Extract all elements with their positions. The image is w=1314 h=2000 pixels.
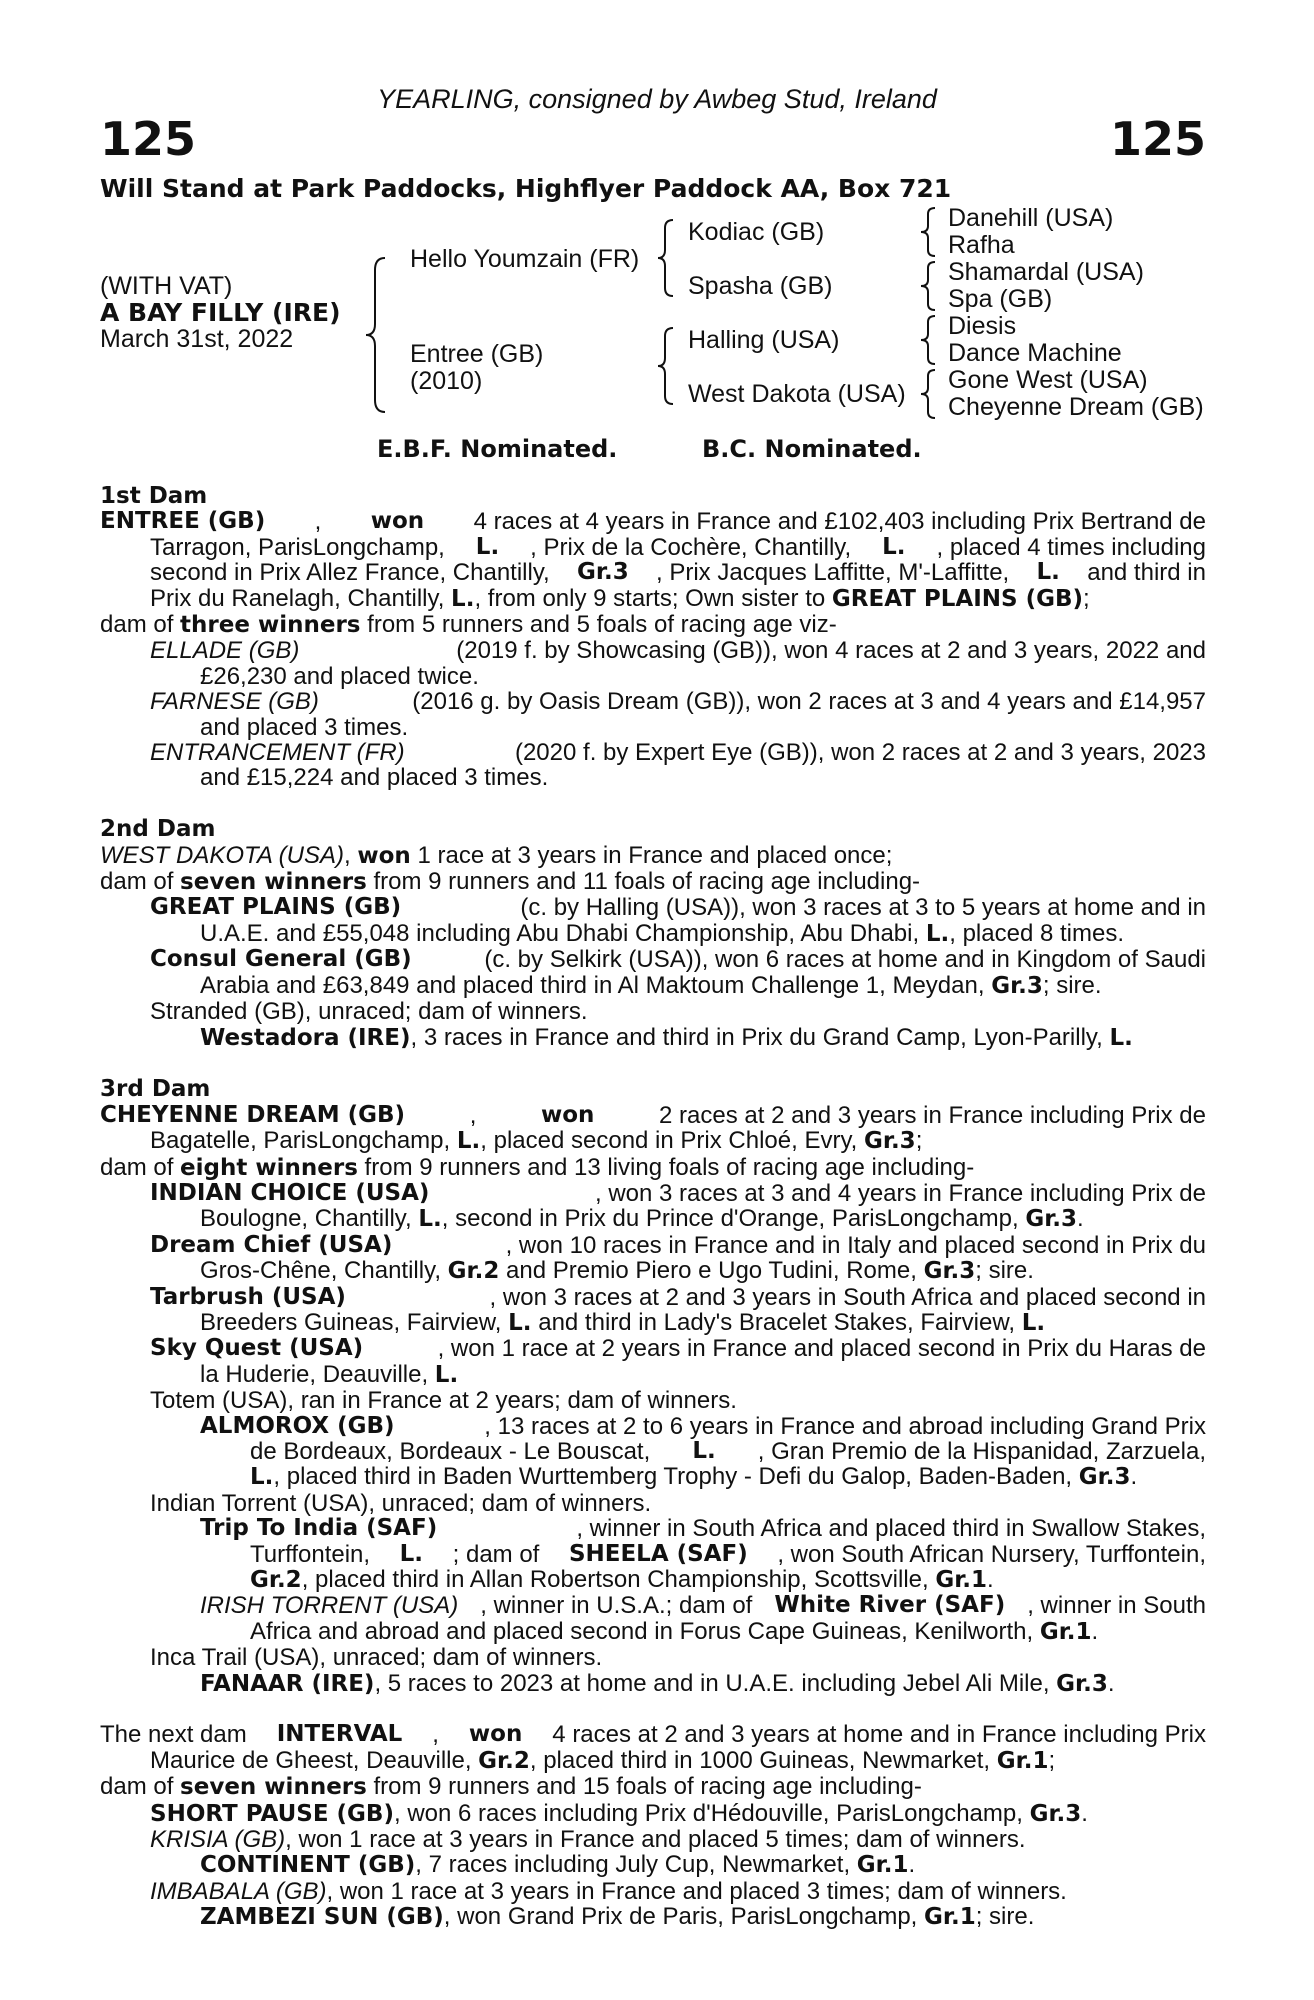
text-line: Boulogne, Chantilly, L., second in Prix du Prince d'Orange, ParisLongchamp, Gr.3. [200, 1205, 1084, 1233]
ebf-nominated: E.B.F. Nominated. [377, 435, 618, 463]
pedigree-brace-dam [655, 326, 679, 406]
pedigree-brace-sd [918, 260, 940, 312]
text-line: dam of seven winners from 9 runners and 15 foals of racing age including- [100, 1773, 922, 1801]
text-line: Arabia and £63,849 and placed third in Al Maktoum Challenge 1, Meydan, Gr.3; sire. [200, 971, 1102, 999]
pedigree-brace-ds [918, 314, 940, 366]
text-line: Stranded (GB), unraced; dam of winners. [150, 998, 588, 1026]
text-line: GREAT PLAINS (GB) (c. by Halling (USA)), won 3 races at 3 to 5 years at home and in [150, 894, 1206, 922]
text-line: U.A.E. and £55,048 including Abu Dhabi Championship, Abu Dhabi, L., placed 8 times. [200, 919, 1124, 947]
pedigree-brace-main [363, 256, 393, 414]
pedigree-brace-dd [918, 368, 940, 420]
pedigree-sire: Hello Youmzain (FR) [410, 245, 640, 273]
text-line: dam of seven winners from 9 runners and 11 foals of racing age including- [100, 868, 921, 896]
text-line: ALMOROX (GB) , 13 races at 2 to 6 years in France and abroad including Grand Prix [200, 1412, 1206, 1440]
text-line: Inca Trail (USA), unraced; dam of winners. [150, 1644, 603, 1672]
catalogue-subtitle: YEARLING, consigned by Awbeg Stud, Ireland [377, 84, 937, 114]
text-line: dam of three winners from 5 runners and 5 foals of racing age viz- [100, 611, 837, 639]
pedigree-ddd: Cheyenne Dream (GB) [948, 393, 1204, 421]
text-line: Tarragon, ParisLongchamp, L. , Prix de la Cochère, Chantilly, L. , placed 4 times including [150, 533, 1206, 561]
stand-location: Will Stand at Park Paddocks, Highflyer Paddock AA, Box 721 [100, 174, 952, 203]
text-line: ENTRANCEMENT (FR) (2020 f. by Expert Eye (GB)), won 2 races at 2 and 3 years, 2023 [150, 739, 1206, 767]
pedigree-brace-sire [655, 218, 679, 298]
text-line: Westadora (IRE), 3 races in France and third in Prix du Grand Camp, Lyon-Parilly, L. [200, 1023, 1133, 1051]
text-line: Dream Chief (USA) , won 10 races in France and in Italy and placed second in Prix du [150, 1231, 1206, 1259]
text-line: Prix du Ranelagh, Chantilly, L., from only 9 starts; Own sister to GREAT PLAINS (GB); [150, 584, 1090, 612]
text-line: SHORT PAUSE (GB), won 6 races including Prix d'Hédouville, ParisLongchamp, Gr.3. [150, 1799, 1088, 1827]
section-heading: 3rd Dam [100, 1076, 211, 1103]
pedigree-sd: Spasha (GB) [688, 272, 833, 300]
section-heading: 2nd Dam [100, 816, 216, 843]
pedigree-dds: Gone West (USA) [948, 366, 1148, 394]
text-line: Breeders Guineas, Fairview, L. and third in Lady's Bracelet Stakes, Fairview, L. [200, 1308, 1046, 1336]
text-line: ELLADE (GB) (2019 f. by Showcasing (GB)), won 4 races at 2 and 3 years, 2022 and [150, 637, 1206, 665]
text-line: Gr.2, placed third in Allan Robertson Championship, Scottsville, Gr.1. [250, 1566, 994, 1594]
text-line: WEST DAKOTA (USA), won 1 race at 3 years in France and placed once; [100, 841, 893, 869]
text-line: £26,230 and placed twice. [200, 662, 479, 690]
bc-nominated: B.C. Nominated. [702, 435, 922, 463]
pedigree-ssd: Rafha [948, 231, 1015, 259]
lot-number-left: 125 [100, 112, 197, 166]
text-line: la Huderie, Deauville, L. [200, 1360, 459, 1388]
pedigree-sdd: Spa (GB) [948, 285, 1053, 313]
next-dam-section [100, 1722, 1206, 1930]
text-line: IRISH TORRENT (USA) , winner in U.S.A.; dam of White River (SAF) , winner in South [200, 1592, 1206, 1620]
text-line: Tarbrush (USA) , won 3 races at 2 and 3 years in South Africa and placed second in [150, 1283, 1206, 1311]
second-dam-section [100, 816, 1206, 1051]
text-line: de Bordeaux, Bordeaux - Le Bouscat, L. , Gran Premio de la Hispanidad, Zarzuela, [250, 1438, 1206, 1465]
text-line: IMBABALA (GB), won 1 race at 3 years in France and placed 3 times; dam of winners. [150, 1877, 1067, 1905]
text-line: L., placed third in Baden Wurttemberg Trophy - Defi du Galop, Baden-Baden, Gr.3. [250, 1463, 1138, 1491]
pedigree-dd: West Dakota (USA) [688, 380, 906, 408]
first-dam-section [100, 483, 1206, 791]
text-line: Africa and abroad and placed second in Forus Cape Guineas, Kenilworth, Gr.1. [250, 1617, 1099, 1645]
text-line: Bagatelle, ParisLongchamp, L., placed second in Prix Chloé, Evry, Gr.3; [150, 1127, 923, 1155]
pedigree-dam: Entree (GB) [410, 340, 544, 368]
text-line: and £15,224 and placed 3 times. [200, 764, 549, 792]
text-line: Trip To India (SAF) , winner in South Africa and placed third in Swallow Stakes, [200, 1515, 1206, 1543]
lot-number-right: 125 [1109, 112, 1206, 166]
pedigree-sds: Shamardal (USA) [948, 258, 1144, 286]
pedigree-sss: Danehill (USA) [948, 204, 1114, 232]
text-line: Indian Torrent (USA), unraced; dam of winners. [150, 1489, 652, 1517]
text-line: Gros-Chêne, Chantilly, Gr.2 and Premio Piero e Ugo Tudini, Rome, Gr.3; sire. [200, 1257, 1034, 1285]
text-line: CHEYENNE DREAM (GB) , won 2 races at 2 and 3 years in France including Prix de [100, 1101, 1206, 1129]
text-line: dam of eight winners from 9 runners and 13 living foals of racing age including- [100, 1153, 975, 1181]
foaling-date: March 31st, 2022 [100, 325, 294, 353]
text-line: CONTINENT (GB), 7 races including July Cup, Newmarket, Gr.1. [200, 1851, 916, 1879]
text-line: Maurice de Gheest, Deauville, Gr.2, placed third in 1000 Guineas, Newmarket, Gr.1; [150, 1746, 1056, 1774]
text-line: The next dam INTERVAL , won 4 races at 2 and 3 years at home and in France including Prix [100, 1721, 1206, 1749]
pedigree-dsd: Dance Machine [948, 339, 1122, 367]
text-line: KRISIA (GB), won 1 race at 3 years in France and placed 5 times; dam of winners. [150, 1826, 1026, 1854]
text-line: INDIAN CHOICE (USA) , won 3 races at 3 and 4 years in France including Prix de [150, 1179, 1206, 1207]
text-line: Totem (USA), ran in France at 2 years; dam of winners. [150, 1387, 737, 1415]
text-line: and placed 3 times. [200, 713, 409, 741]
pedigree-brace-ss [918, 206, 940, 258]
third-dam-section [100, 1076, 1206, 1697]
text-line: Turffontein, L. ; dam of SHEELA (SAF) , won South African Nursery, Turffontein, [250, 1540, 1206, 1568]
text-line: second in Prix Allez France, Chantilly, Gr.3 , Prix Jacques Laffitte, M'-Laffitte, L. and third in [150, 559, 1206, 587]
pedigree-dss: Diesis [948, 312, 1017, 340]
section-heading: 1st Dam [100, 483, 208, 509]
text-line: ZAMBEZI SUN (GB), won Grand Prix de Paris, ParisLongchamp, Gr.1; sire. [200, 1903, 1035, 1931]
text-line: Consul General (GB) (c. by Selkirk (USA)), won 6 races at home and in Kingdom of Saudi [150, 946, 1206, 974]
text-line: Sky Quest (USA) , won 1 race at 2 years in France and placed second in Prix du Haras de [150, 1335, 1206, 1363]
pedigree-notes [100, 483, 1206, 1931]
vat-note: (WITH VAT) [100, 272, 233, 300]
pedigree-ss: Kodiac (GB) [688, 218, 825, 246]
horse-name: A BAY FILLY (IRE) [100, 298, 341, 327]
text-line: ENTREE (GB) , won 4 races at 4 years in France and £102,403 including Prix Bertrand de [100, 508, 1206, 536]
pedigree-ds: Halling (USA) [688, 326, 840, 354]
text-line: FARNESE (GB) (2016 g. by Oasis Dream (GB)), won 2 races at 3 and 4 years and £14,957 [150, 688, 1206, 716]
pedigree-dam-year: (2010) [410, 367, 483, 395]
text-line: FANAAR (IRE), 5 races to 2023 at home and in U.A.E. including Jebel Ali Mile, Gr.3. [200, 1669, 1115, 1697]
